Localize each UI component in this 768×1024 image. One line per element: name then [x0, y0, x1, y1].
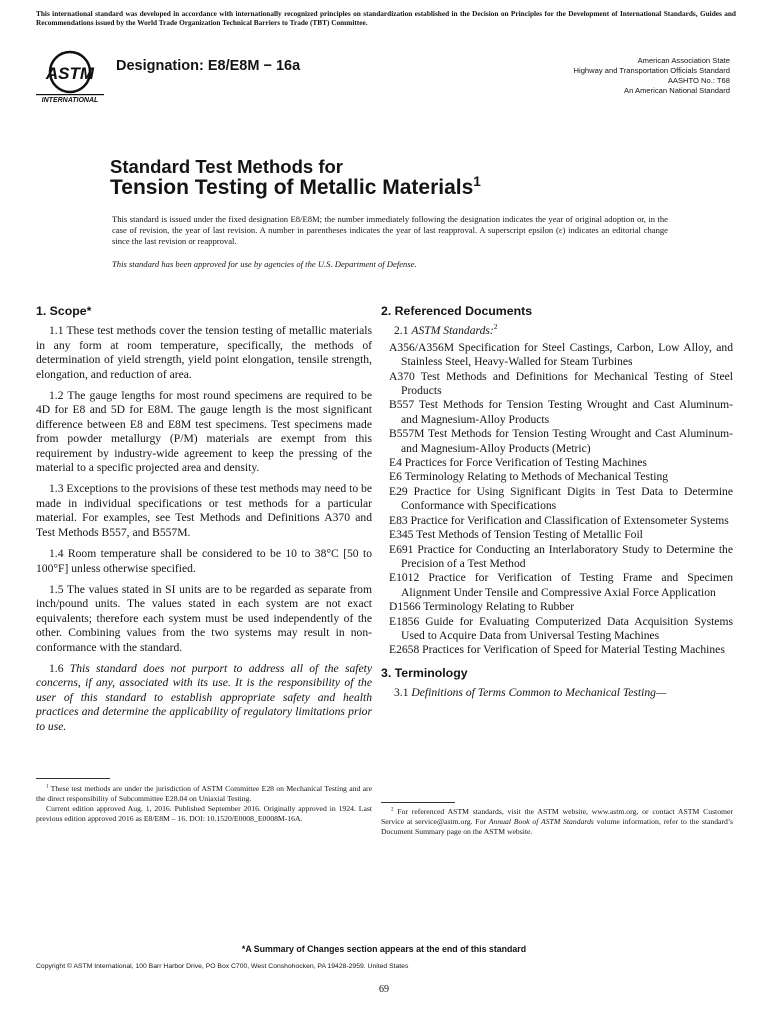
reference-item: E1012 Practice for Verification of Testing Frame and Specimen Alignment Under Tensile and Compressive Axial Force Application: [389, 571, 733, 599]
scope-heading: 1. Scope*: [36, 304, 92, 318]
scope-paragraph: 1.1 These test methods cover the tension testing of metallic materials in any form at room temperature, specifically, the methods of determination of yield strength, yield point elongation, tensile strength, elongation, and reduction of area.: [36, 324, 372, 381]
association-block: [510, 56, 730, 96]
scope-paragraph: 1.5 The values stated in SI units are to be regarded as separate from inch/pound units. The values stated in each system are not exact equivalents; therefore each system must be used independently of the other. Combining values from the two systems may result in non-conformance with the standard.: [36, 582, 372, 654]
logo-subtext: INTERNATIONAL: [41, 97, 99, 104]
footnote-text: These test methods are under the jurisdiction of ASTM Committee E28 on Mechanical Testing and are the direct responsibility of Subcommittee E28.04 on Uniaxial Testing.: [36, 784, 372, 803]
reference-item: E345 Test Methods of Tension Testing of Metallic Foil: [389, 528, 643, 542]
subheading-label: ASTM Standards:: [411, 324, 494, 338]
reference-item: A370 Test Methods and Definitions for Mechanical Testing of Steel Products: [389, 369, 733, 398]
issue-note: This standard is issued under the fixed designation E8/E8M; the number immediately following the designation indicates the year of original adoption or, in the case of revision, the year of last revision. A number in parentheses indicates the year of last reapproval. A superscript epsilon (ε) indicates an editorial change since the last revision or reapproval.: [112, 214, 668, 247]
reference-item: B557M Test Methods for Tension Testing Wrought and Cast Aluminum- and Magnesium-Alloy Products (Metric): [389, 427, 733, 455]
footnote-text: For referenced ASTM standards, visit the ASTM website, www.astm.org, or contact ASTM Customer Service at service@astm.org. For: [381, 807, 733, 826]
right-column: [381, 304, 733, 703]
reference-item: E6 Terminology Relating to Methods of Mechanical Testing: [389, 470, 669, 484]
paragraph-number: 1.6: [49, 661, 64, 675]
subheading-label: Definitions of Terms Common to Mechanical Testing—: [411, 686, 667, 700]
footnote-mark: 1: [46, 784, 49, 790]
reference-item: A356/A356M Specification for Steel Castings, Carbon, Low Alloy, and Stainless Steel, Heavy-Walled for Steam Turbines: [389, 340, 733, 369]
reference-item: E83 Practice for Verification and Classification of Extensometer Systems: [389, 513, 729, 527]
scope-paragraph-safety: [36, 662, 372, 734]
reference-item: D1566 Terminology Relating to Rubber: [389, 600, 575, 614]
association-line: An American National Standard: [624, 86, 730, 95]
title-line-2: [110, 176, 481, 200]
logo-text: ASTM: [45, 64, 95, 83]
footnote-paragraph: [381, 807, 733, 837]
approval-note: This standard has been approved for use by agencies of the U.S. Department of Defense.: [112, 259, 417, 269]
title-text: Tension Testing of Metallic Materials: [110, 176, 474, 199]
reference-item: E691 Practice for Conducting an Interlaboratory Study to Determine the Precision of a Test Method: [389, 542, 733, 570]
subheading-number: 3.1: [394, 686, 409, 700]
safety-text: This standard does not purport to address all of the safety concerns, if any, associated with its use. It is the responsibility of the user of this standard to establish appropriate safety and health practices and determine the applicability of regulatory limitations prior to use.: [36, 661, 372, 733]
referenced-documents-heading: 2. Referenced Documents: [381, 304, 533, 318]
reference-item: E4 Practices for Force Verification of Testing Machines: [389, 456, 647, 470]
title-footnote-mark: 1: [473, 174, 481, 189]
title-line-1: Standard Test Methods for: [110, 156, 343, 177]
astm-standards-subheading: [381, 324, 733, 338]
terminology-subheading: [381, 686, 733, 700]
footnote-mark: 2: [391, 807, 394, 813]
wto-notice: This international standard was developed in accordance with internationally recognized principles on standardization established in the Decision on Principles for the Development of International Standards, Guides and Recommendations issued by the World Trade Organization Technical Barriers to Trade (TBT) Committee.: [36, 9, 736, 27]
designation: Designation: E8/E8M − 16a: [116, 58, 301, 74]
summary-of-changes-note: *A Summary of Changes section appears at the end of this standard: [241, 944, 527, 954]
copyright-line: Copyright © ASTM International, 100 Barr Harbor Drive, PO Box C700, West Conshohocken, PA 19428-2959. United States: [36, 963, 409, 970]
reference-item: B557 Test Methods for Tension Testing Wrought and Cast Aluminum- and Magnesium-Alloy Products: [389, 398, 733, 426]
footnote-text: volume information, refer to the standard’s Document Summary page on the ASTM website.: [381, 817, 734, 836]
left-column: [36, 304, 372, 741]
scope-paragraph: 1.2 The gauge lengths for most round specimens are required to be 4D for E8 and 5D for E8M. The gauge length is the most significant difference between E8 and E8M test specimens. Test specimens made from powder metallurgy (P/M) materials are exempt from this requirement by industry-wide agreement to keep the pressing of the material to a specific projected area and density.: [36, 389, 372, 475]
association-line: AASHTO No.: T68: [667, 76, 730, 85]
astm-logo: [34, 50, 106, 104]
scope-paragraph: 1.3 Exceptions to the provisions of these test methods may need to be made in individual specifications or test methods for a particular material. For examples, see Test Methods and Definitions A370 and Test Methods B557, and B557M.: [36, 482, 372, 539]
subheading-number: 2.1: [394, 324, 409, 338]
reference-item: E1856 Guide for Evaluating Computerized Data Acquisition Systems Used to Acquire Data from Universal Testing Machines: [389, 614, 733, 642]
terminology-heading: 3. Terminology: [381, 665, 468, 680]
reference-item: E2658 Practices for Verification of Speed for Material Testing Machines: [389, 643, 725, 657]
subheading-footnote-mark: 2: [493, 322, 498, 332]
footnote-paragraph: [36, 784, 372, 804]
footnote-paragraph: Current edition approved Aug. 1, 2016. Published September 2016. Originally approved in 1924. Last previous edition approved 2016 as E8/E8M – 16. DOI: 10.1520/E0008_E0008M-16A.: [36, 804, 372, 823]
footnote-italic-text: Annual Book of ASTM Standards: [488, 817, 594, 826]
footnote-divider: [36, 778, 110, 779]
reference-item: E29 Practice for Using Significant Digits in Test Data to Determine Conformance with Specifications: [389, 484, 733, 513]
scope-paragraph: 1.4 Room temperature shall be considered to be 10 to 38°C [50 to 100°F] unless otherwise specified.: [36, 547, 372, 575]
association-line: American Association State: [637, 56, 730, 65]
page-number: 69: [379, 984, 389, 995]
footnote-divider: [381, 802, 455, 803]
footnote-1: [36, 784, 372, 824]
footnote-2: [381, 807, 733, 837]
association-line: Highway and Transportation Officials Standard: [573, 66, 730, 75]
reference-list: [381, 341, 733, 658]
